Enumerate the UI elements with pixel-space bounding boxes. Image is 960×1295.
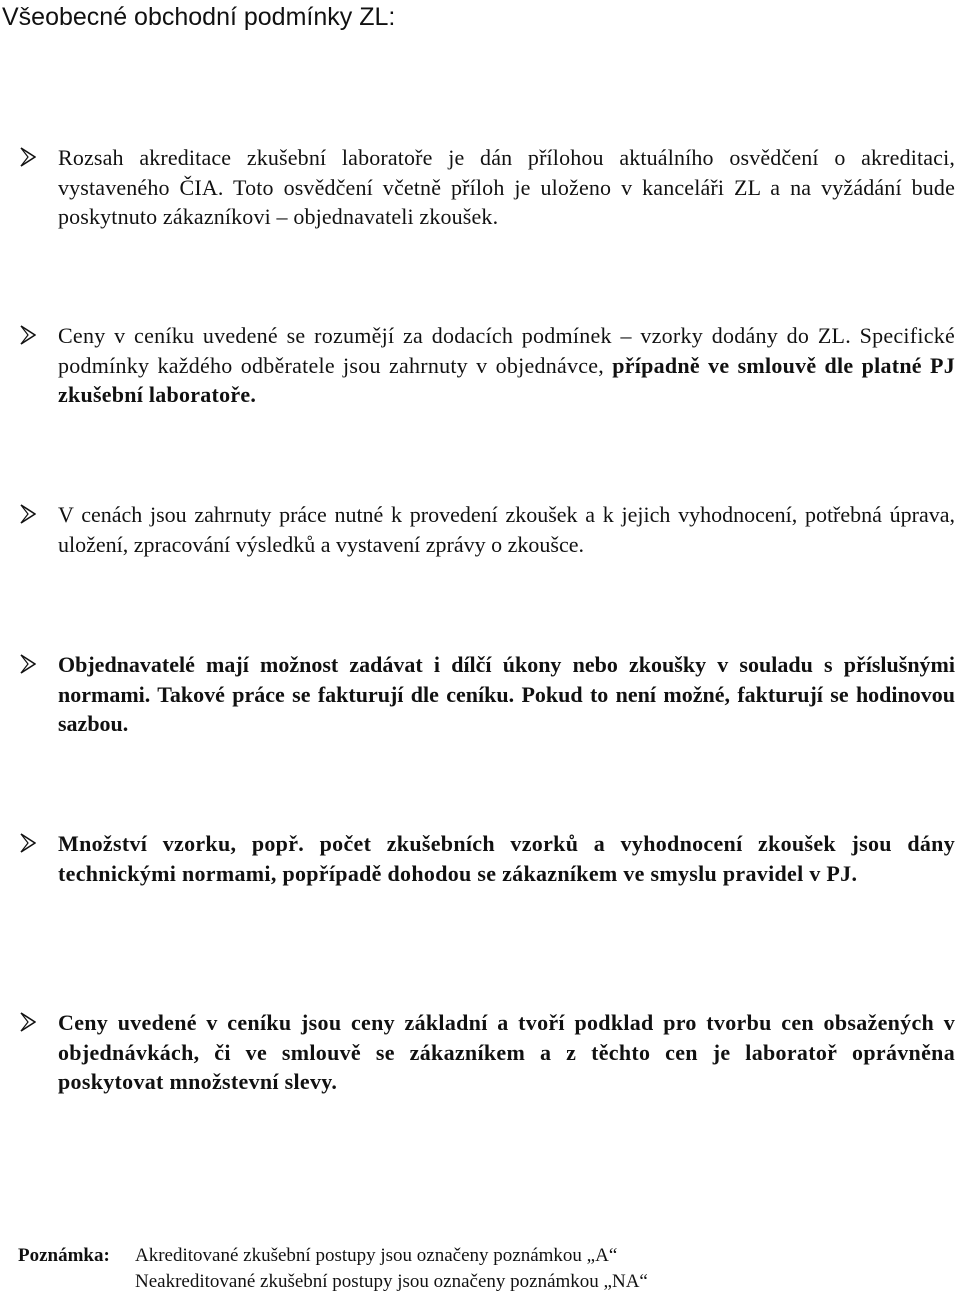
list-item-text bbox=[58, 500, 955, 559]
list-item-text-main: Množství vzorku, popř. počet zkušebních vzorků a vyhodnocení zkoušek jsou dány technickými normami, popřípadě dohodou se zákazníkem ve smyslu pravidel v PJ. bbox=[58, 831, 955, 886]
arrowhead-bullet-icon bbox=[20, 325, 36, 345]
list-item bbox=[20, 321, 955, 410]
arrowhead-bullet-icon bbox=[20, 504, 36, 524]
list-item bbox=[20, 1008, 955, 1097]
arrowhead-bullet-icon bbox=[20, 654, 36, 674]
arrowhead-bullet-icon bbox=[20, 1012, 36, 1032]
list-item-text bbox=[58, 143, 955, 232]
list-item bbox=[20, 500, 955, 559]
list-item-text-main: Ceny uvedené v ceníku jsou ceny základní a tvoří podklad pro tvorbu cen obsažených v objednávkách, či ve smlouvě se zákazníkem a z těchto cen je laboratoř oprávněna poskytovat množstevní slevy. bbox=[58, 1010, 955, 1094]
footnote-line-non-accredited: Neakreditované zkušební postupy jsou označeny poznámkou „NA“ bbox=[135, 1271, 648, 1292]
list-item-text bbox=[58, 829, 955, 888]
arrowhead-bullet-icon bbox=[20, 833, 36, 853]
list-item bbox=[20, 143, 955, 232]
list-item bbox=[20, 650, 955, 739]
list-item-text bbox=[58, 321, 955, 410]
list-item-text bbox=[58, 1008, 955, 1097]
document-title: Všeobecné obchodní podmínky ZL: bbox=[2, 3, 396, 31]
list-item-text-main: Rozsah akreditace zkušební laboratoře je dán přílohou aktuálního osvědčení o akreditaci, vystaveného ČIA. Toto osvědčení včetně příloh je uloženo v kanceláři ZL a na vyžádání bude poskytnuto zákazníkovi – objednavateli zkoušek. bbox=[58, 145, 955, 229]
list-item bbox=[20, 829, 955, 888]
footnote-line-accredited: Akreditované zkušební postupy jsou označeny poznámkou „A“ bbox=[135, 1245, 618, 1266]
list-item-text-main: V cenách jsou zahrnuty práce nutné k provedení zkoušek a k jejich vyhodnocení, potřebná úprava, uložení, zpracování výsledků a vystavení zprávy o zkoušce. bbox=[58, 502, 955, 557]
list-item-text bbox=[58, 650, 955, 739]
list-item-text-main: Objednavatelé mají možnost zadávat i dílčí úkony nebo zkoušky v souladu s příslušnými normami. Takové práce se fakturují dle ceníku. Pokud to není možné, fakturují se hodinovou sazbou. bbox=[58, 652, 955, 736]
list-item-text-bold: případně ve smlouvě dle platné PJ zkušební laboratoře. bbox=[58, 352, 955, 407]
list-item-text-main: Ceny v ceníku uvedené se rozumějí za dodacích podmínek – vzorky dodány do ZL. Specifické podmínky každého odběratele jsou zahrnuty v objednávce, bbox=[58, 323, 955, 378]
footnote-label: Poznámka: bbox=[18, 1245, 110, 1266]
arrowhead-bullet-icon bbox=[20, 147, 36, 167]
